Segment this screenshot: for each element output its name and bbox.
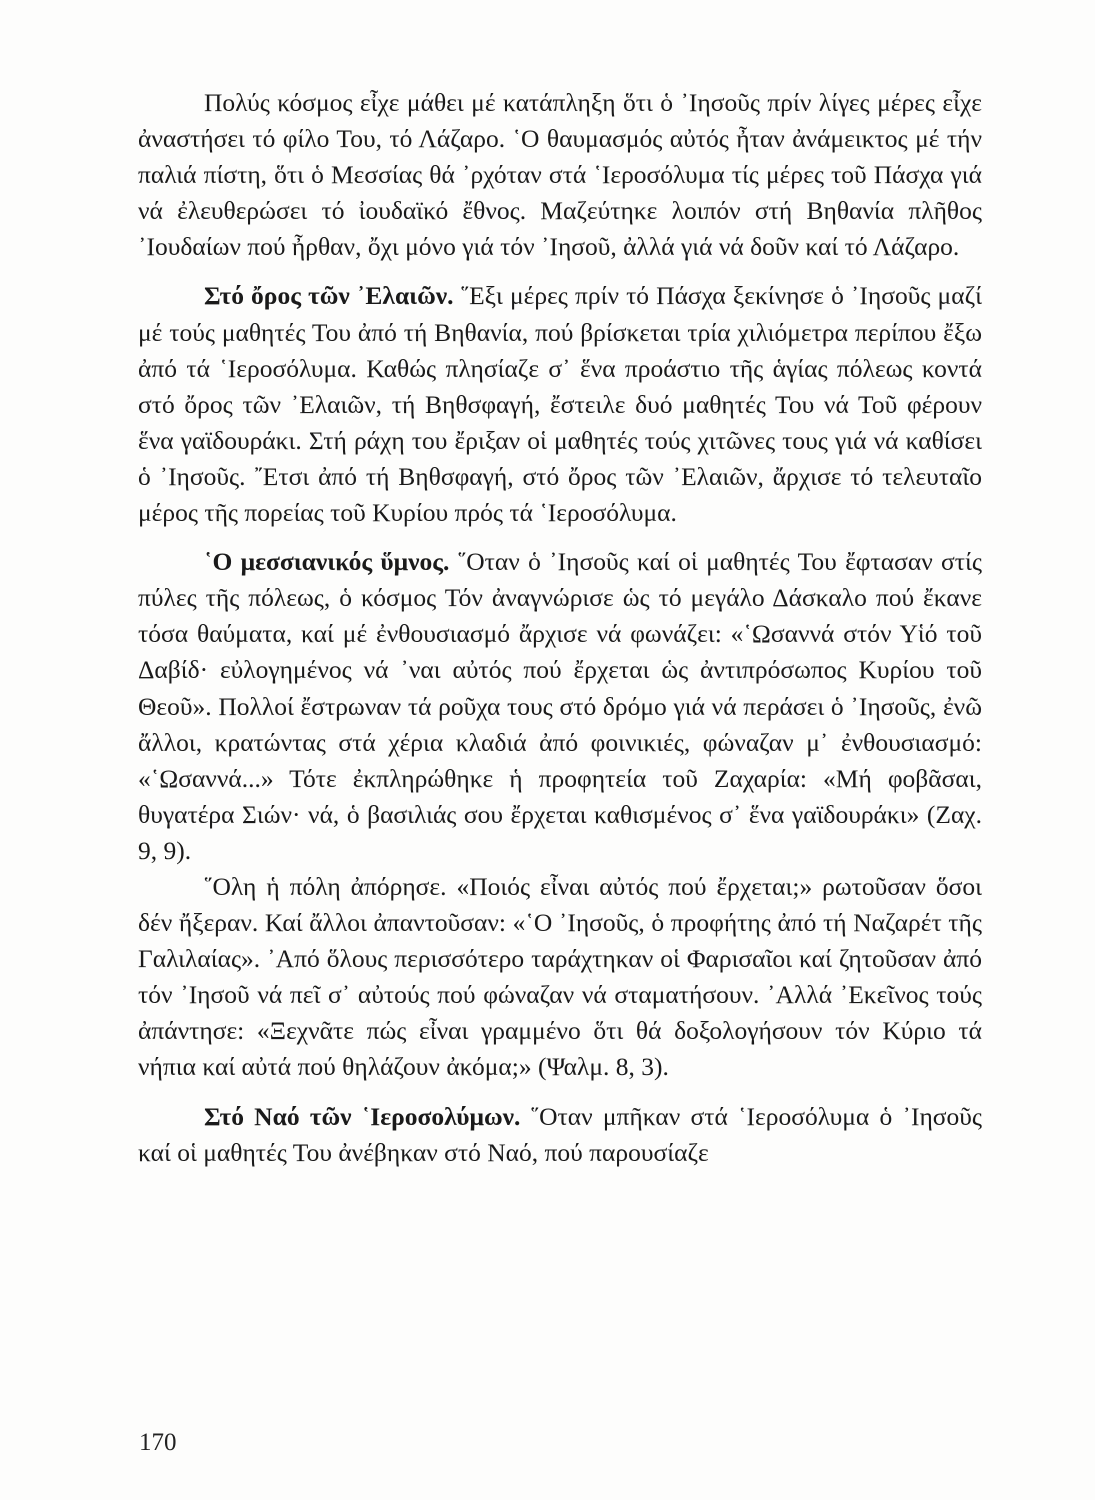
section-heading: Στό ὄρος τῶν ᾽Ελαιῶν. bbox=[204, 281, 454, 311]
paragraph-mount-of-olives bbox=[138, 278, 982, 531]
paragraph-text: Πολύς κόσμος εἶχε μάθει μέ κατάπληξη ὅτι ὁ ᾽Ιησοῦς πρίν λίγες μέρες εἶχε ἀναστήσει τό φίλο Του, τό Λάζαρο. ῾Ο θαυμασμός αὐτός ἦταν ἀνάμεικτος μέ τήν παλιά πίστη, ὅτι ὁ Μεσσίας θά ᾽ρχόταν στά ῾Ιεροσόλυμα τίς μέρες τοῦ Πάσχα γιά νά ἐλευθερώσει τό ἰουδαϊκό ἔθνος. Μαζεύτηκε λοιπόν στή Βηθανία πλῆθος ᾽Ιουδαίων πού ἦρθαν, ὄχι μόνο γιά τόν ᾽Ιησοῦ, ἀλλά γιά νά δοῦν καί τό Λάζαρο. bbox=[138, 88, 982, 262]
section-heading: Στό Ναό τῶν ῾Ιεροσολύμων. bbox=[204, 1101, 521, 1131]
body-text bbox=[138, 85, 982, 1171]
page-number: 170 bbox=[139, 1429, 177, 1456]
paragraph-temple bbox=[138, 1099, 982, 1171]
paragraph-messianic-hymn bbox=[138, 544, 982, 869]
paragraph-text: ῞Οταν μπῆκαν στά ῾Ιεροσόλυμα ὁ ᾽Ιησοῦς καί οἱ μαθητές Του ἀνέβηκαν στό Ναό, πού παρουσίαζε bbox=[138, 1101, 982, 1167]
paragraph-whole-city bbox=[138, 869, 982, 1086]
section-heading: ῾Ο μεσσιανικός ὕμνος. bbox=[204, 547, 450, 577]
paragraph-text: ῞Ολη ἡ πόλη ἀπόρησε. «Ποιός εἶναι αὐτός πού ἔρχεται;» ρωτοῦσαν ὅσοι δέν ἤξεραν. Καί ἄλλοι ἀπαντοῦσαν: «῾Ο ᾽Ιησοῦς, ὁ προφήτης ἀπό τή Ναζαρέτ τῆς Γαλιλαίας». ᾽Από ὅλους περισσότερο ταράχτηκαν οἱ Φαρισαῖοι καί ζητοῦσαν ἀπό τόν ᾽Ιησοῦ νά πεῖ σ᾽ αὐτούς πού φώναζαν νά σταματήσουν. ᾽Αλλά ᾽Εκεῖνος τούς ἀπάντησε: «Ξεχνᾶτε πώς εἶναι γραμμένο ὅτι θά δοξολογήσουν τόν Κύριο τά νήπια καί αὐτά πού θηλάζουν ἀκόμα;» (Ψαλμ. 8, 3). bbox=[138, 871, 982, 1082]
paragraph-text: ῞Εξι μέρες πρίν τό Πάσχα ξεκίνησε ὁ ᾽Ιησοῦς μαζί μέ τούς μαθητές Του ἀπό τή Βηθανία, πού βρίσκεται τρία χιλιόμετρα περίπου ἔξω ἀπό τά ῾Ιεροσόλυμα. Καθώς πλησίαζε σ᾽ ἕνα προάστιο τῆς ἁγίας πόλεως κοντά στό ὄρος τῶν ᾽Ελαιῶν, τή Βηθσφαγή, ἔστειλε δυό μαθητές Του νά Τοῦ φέρουν ἕνα γαϊδουράκι. Στή ράχη του ἔριξαν οἱ μαθητές τούς χιτῶνες τους γιά νά καθίσει ὁ ᾽Ιησοῦς. ῎Ετσι ἀπό τή Βηθσφαγή, στό ὄρος τῶν ᾽Ελαιῶν, ἄρχισε τό τελευταῖο μέρος τῆς πορείας τοῦ Κυρίου πρός τά ῾Ιεροσόλυμα. bbox=[138, 281, 983, 528]
paragraph-intro bbox=[138, 85, 982, 265]
paragraph-text: ῞Οταν ὁ ᾽Ιησοῦς καί οἱ μαθητές Του ἔφτασαν στίς πύλες τῆς πόλεως, ὁ κόσμος Τόν ἀναγνώρισε ὡς τό μεγάλο Δάσκαλο πού ἔκανε τόσα θαύματα, καί μέ ἐνθουσιασμό ἄρχισε νά φωνάζει: «῾Ωσαννά στόν Υἱό τοῦ Δαβίδ· εὐλογημένος νά ᾽ναι αὐτός πού ἔρχεται ὡς ἀντιπρόσωπος Κυρίου τοῦ Θεοῦ». Πολλοί ἔστρωναν τά ροῦχα τους στό δρόμο γιά νά περάσει ὁ ᾽Ιησοῦς, ἐνῶ ἄλλοι, κρατώντας στά χέρια κλαδιά ἀπό φοινικιές, φώναζαν μ᾽ ἐνθουσιασμό: «῾Ωσαννά...» Τότε ἐκπληρώθηκε ἡ προφητεία τοῦ Ζαχαρία: «Μή φοβᾶσαι, θυγατέρα Σιών· νά, ὁ βασιλιάς σου ἔρχεται καθισμένος σ᾽ ἕνα γαϊδουράκι» (Ζαχ. 9, 9). bbox=[138, 547, 983, 865]
